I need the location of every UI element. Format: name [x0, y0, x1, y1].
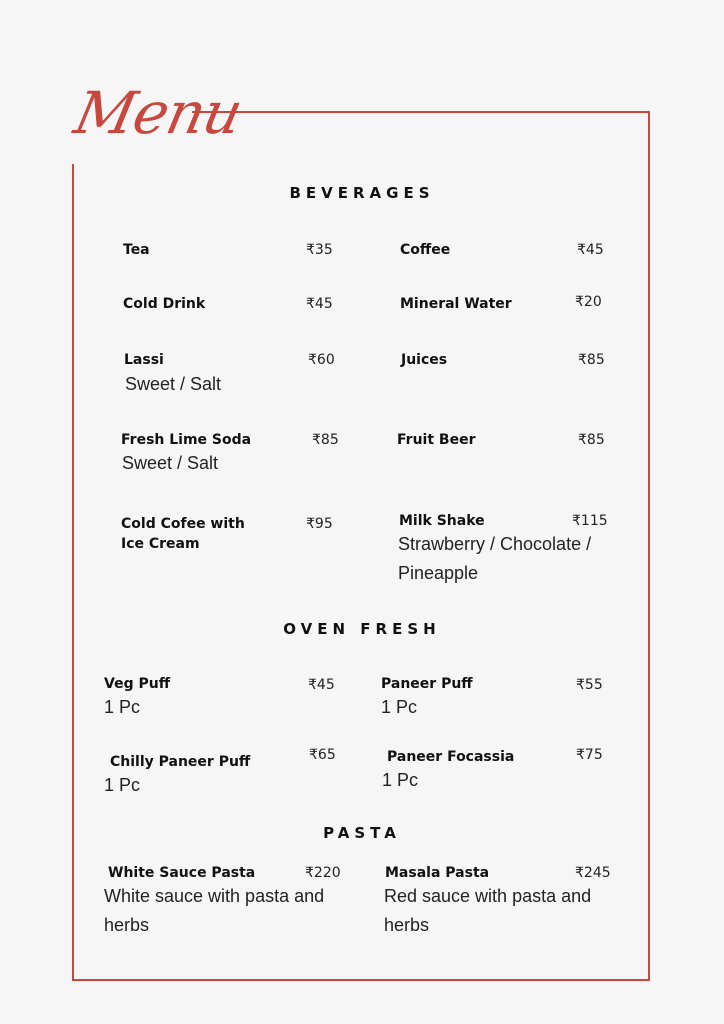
item-description: 1 Pc — [382, 770, 419, 790]
menu-title: Menu — [68, 79, 248, 147]
item-price: ₹75 — [576, 747, 603, 763]
item-price: ₹95 — [306, 516, 333, 532]
item-name: Tea — [123, 242, 150, 258]
item-name: Cold Drink — [123, 296, 206, 312]
section-heading-beverages: BEVERAGES — [289, 184, 435, 202]
item-name: Coffee — [400, 242, 451, 258]
item-price: ₹60 — [308, 352, 335, 368]
item-name: Cold Cofee with Ice Cream — [121, 516, 245, 552]
item-price: ₹85 — [578, 352, 605, 368]
item-name: Paneer Puff — [381, 676, 473, 692]
item-description: Red sauce with pasta and herbs — [384, 886, 592, 935]
item-name: Veg Puff — [104, 676, 171, 692]
item-price: ₹45 — [306, 296, 333, 312]
item-description: Sweet / Salt — [122, 453, 219, 473]
item-description: Sweet / Salt — [125, 374, 222, 394]
item-price: ₹220 — [305, 865, 341, 881]
section-heading-oven-fresh: OVEN FRESH — [283, 620, 441, 638]
item-description: 1 Pc — [381, 697, 418, 717]
item-name: Fruit Beer — [397, 432, 476, 448]
item-price: ₹20 — [575, 294, 602, 310]
item-description: 1 Pc — [104, 775, 141, 795]
item-price: ₹45 — [308, 677, 335, 693]
item-name: White Sauce Pasta — [108, 865, 256, 881]
item-price: ₹115 — [572, 513, 608, 529]
item-description: 1 Pc — [104, 697, 141, 717]
item-name: Fresh Lime Soda — [121, 432, 252, 448]
item-description: White sauce with pasta and herbs — [104, 886, 325, 935]
item-name: Lassi — [124, 352, 164, 368]
item-name: Masala Pasta — [385, 865, 490, 881]
item-price: ₹85 — [312, 432, 339, 448]
item-description: Strawberry / Chocolate / Pineapple — [398, 534, 592, 583]
section-heading-pasta: PASTA — [323, 824, 401, 842]
item-name: Mineral Water — [400, 296, 512, 312]
item-price: ₹45 — [577, 242, 604, 258]
item-price: ₹85 — [578, 432, 605, 448]
item-name: Chilly Paneer Puff — [110, 754, 251, 770]
item-name: Juices — [401, 352, 448, 368]
item-name: Paneer Focassia — [387, 749, 515, 765]
item-price: ₹55 — [576, 677, 603, 693]
item-price: ₹35 — [306, 242, 333, 258]
item-price: ₹245 — [575, 865, 611, 881]
item-price: ₹65 — [309, 747, 336, 763]
item-name: Milk Shake — [399, 513, 485, 529]
